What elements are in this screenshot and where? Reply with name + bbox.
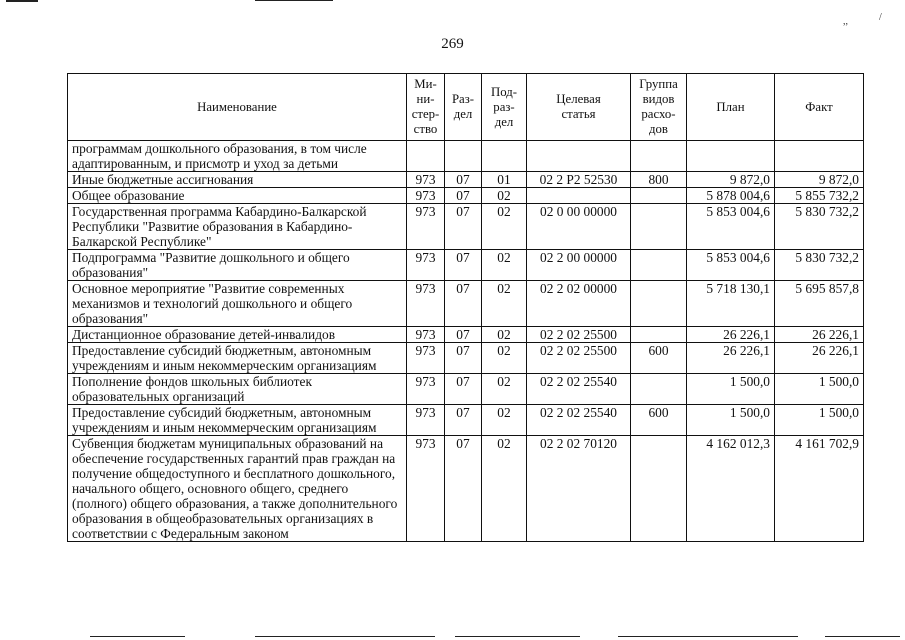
table-row (68, 172, 864, 188)
row-name: Подпрограмма "Развитие дошкольного и общего образования" (68, 250, 407, 281)
table-row (68, 327, 864, 343)
table-row (68, 188, 864, 204)
row-group (631, 204, 687, 250)
row-plan: 9 872,0 (687, 172, 775, 188)
row-section: 07 (445, 250, 482, 281)
row-group (631, 188, 687, 204)
row-group (631, 250, 687, 281)
row-fact: 5 830 732,2 (775, 250, 864, 281)
row-target: 02 2 00 00000 (527, 250, 631, 281)
top-left-scan-line (6, 0, 38, 2)
row-target: 02 2 02 00000 (527, 281, 631, 327)
header-section: Раз- дел (445, 74, 482, 141)
row-ministry: 973 (407, 250, 445, 281)
row-target: 02 2 02 70120 (527, 436, 631, 542)
bottom-scan-line (455, 636, 580, 637)
row-section: 07 (445, 436, 482, 542)
row-target (527, 141, 631, 172)
row-section: 07 (445, 172, 482, 188)
row-group (631, 374, 687, 405)
table-row (68, 204, 864, 250)
header-name: Наименование (68, 74, 407, 141)
scan-mark: / (879, 12, 882, 23)
row-subsection: 02 (482, 405, 527, 436)
row-plan: 5 718 130,1 (687, 281, 775, 327)
bottom-scan-line (255, 636, 435, 637)
row-plan: 5 878 004,6 (687, 188, 775, 204)
bottom-scan-line (618, 636, 798, 637)
row-name: Дистанционное образование детей-инвалидов (68, 327, 407, 343)
row-fact: 26 226,1 (775, 343, 864, 374)
row-ministry: 973 (407, 172, 445, 188)
row-target: 02 2 P2 52530 (527, 172, 631, 188)
header-target-article: Целевая статья (527, 74, 631, 141)
row-plan: 1 500,0 (687, 374, 775, 405)
row-ministry: 973 (407, 374, 445, 405)
table-row (68, 436, 864, 542)
table-row (68, 343, 864, 374)
row-section: 07 (445, 405, 482, 436)
row-plan: 5 853 004,6 (687, 204, 775, 250)
row-plan: 1 500,0 (687, 405, 775, 436)
row-name: Государственная программа Кабардино-Балкарской Республики "Развитие образования в Кабардино-Балкарской Республике" (68, 204, 407, 250)
page-number: 269 (441, 36, 464, 52)
row-section: 07 (445, 327, 482, 343)
row-target: 02 2 02 25540 (527, 374, 631, 405)
row-group (631, 141, 687, 172)
bottom-scan-line (825, 636, 900, 637)
row-section (445, 141, 482, 172)
header-subsection: Под- раз- дел (482, 74, 527, 141)
row-subsection: 01 (482, 172, 527, 188)
row-fact: 26 226,1 (775, 327, 864, 343)
row-ministry (407, 141, 445, 172)
row-section: 07 (445, 374, 482, 405)
row-group (631, 327, 687, 343)
row-ministry: 973 (407, 188, 445, 204)
row-name: программам дошкольного образования, в том числе адаптированным, и присмотр и уход за детьми (68, 141, 407, 172)
row-plan: 26 226,1 (687, 343, 775, 374)
row-subsection: 02 (482, 327, 527, 343)
row-fact: 1 500,0 (775, 374, 864, 405)
row-section: 07 (445, 343, 482, 374)
row-subsection: 02 (482, 281, 527, 327)
header-expense-group: Группа видов расхо- дов (631, 74, 687, 141)
row-fact: 5 855 732,2 (775, 188, 864, 204)
row-ministry: 973 (407, 343, 445, 374)
row-target: 02 2 02 25500 (527, 327, 631, 343)
row-ministry: 973 (407, 327, 445, 343)
header-ministry: Ми- ни- стер- ство (407, 74, 445, 141)
table-row (68, 374, 864, 405)
row-section: 07 (445, 281, 482, 327)
row-subsection: 02 (482, 204, 527, 250)
row-name: Предоставление субсидий бюджетным, автономным учреждениям и иным некоммерческим организациям (68, 405, 407, 436)
row-subsection: 02 (482, 436, 527, 542)
row-name: Предоставление субсидий бюджетным, автономным учреждениям и иным некоммерческим организациям (68, 343, 407, 374)
row-ministry: 973 (407, 204, 445, 250)
row-fact (775, 141, 864, 172)
header-plan: План (687, 74, 775, 141)
row-name: Пополнение фондов школьных библиотек образовательных организаций (68, 374, 407, 405)
table-header-row (68, 74, 864, 141)
scan-mark: ,, (843, 16, 848, 27)
top-scan-line (255, 0, 333, 1)
row-plan: 5 853 004,6 (687, 250, 775, 281)
row-section: 07 (445, 204, 482, 250)
row-plan (687, 141, 775, 172)
row-ministry: 973 (407, 405, 445, 436)
row-ministry: 973 (407, 436, 445, 542)
row-ministry: 973 (407, 281, 445, 327)
bottom-scan-line (90, 636, 185, 637)
row-group: 600 (631, 343, 687, 374)
row-target: 02 2 02 25540 (527, 405, 631, 436)
row-name: Основное мероприятие "Развитие современных механизмов и технологий дошкольного и общего образования" (68, 281, 407, 327)
row-plan: 26 226,1 (687, 327, 775, 343)
row-name: Общее образование (68, 188, 407, 204)
row-plan: 4 162 012,3 (687, 436, 775, 542)
row-fact: 9 872,0 (775, 172, 864, 188)
table-row (68, 281, 864, 327)
table-row (68, 141, 864, 172)
row-section: 07 (445, 188, 482, 204)
row-group: 800 (631, 172, 687, 188)
row-group (631, 436, 687, 542)
table-row (68, 405, 864, 436)
row-subsection (482, 141, 527, 172)
row-group (631, 281, 687, 327)
row-fact: 1 500,0 (775, 405, 864, 436)
row-group: 600 (631, 405, 687, 436)
row-subsection: 02 (482, 188, 527, 204)
row-fact: 5 695 857,8 (775, 281, 864, 327)
row-subsection: 02 (482, 250, 527, 281)
row-name: Субвенция бюджетам муниципальных образований на обеспечение государственных гарантий прав граждан на получение общедоступного и бесплатного дошкольного, начального общего, основного общего, среднего (полного) общего образования, а также дополнительного образования в общеобразовательных организациях в соответствии с Федеральным законом (68, 436, 407, 542)
row-target: 02 0 00 00000 (527, 204, 631, 250)
row-fact: 5 830 732,2 (775, 204, 864, 250)
row-name: Иные бюджетные ассигнования (68, 172, 407, 188)
row-target (527, 188, 631, 204)
row-fact: 4 161 702,9 (775, 436, 864, 542)
row-subsection: 02 (482, 343, 527, 374)
budget-table (67, 73, 864, 542)
row-target: 02 2 02 25500 (527, 343, 631, 374)
table-row (68, 250, 864, 281)
header-fact: Факт (775, 74, 864, 141)
row-subsection: 02 (482, 374, 527, 405)
